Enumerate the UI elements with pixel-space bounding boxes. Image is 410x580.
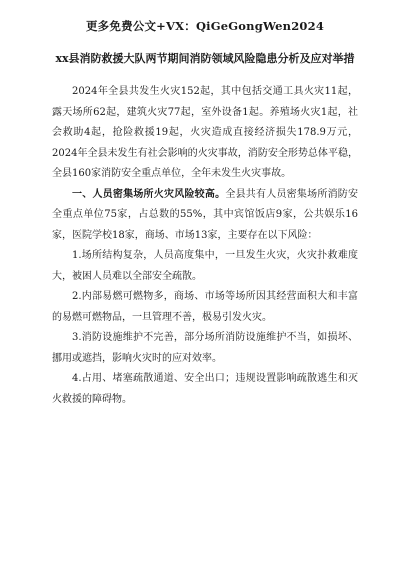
paragraph-risk-4 — [52, 369, 358, 410]
paragraph-section-one — [52, 185, 358, 247]
promo-banner: 更多免费公文+VX：QiGeGongWen2024 — [85, 19, 325, 33]
paragraph-risk-1 — [52, 246, 358, 287]
paragraph-text: 3.消防设施维护不完善，部分场所消防设施维护不当，如损坏、挪用或遮挡，影响火灾时的应对效率。 — [52, 332, 358, 364]
paragraph-text: 2.内部易燃可燃物多，商场、市场等场所因其经营面积大和丰富的易燃可燃物品，一旦管理不善，极易引发火灾。 — [52, 291, 358, 323]
paragraph-text: 2024年全县共发生火灾152起，其中包括交通工具火灾11起，露天场所62起，建筑火灾77起，室外设备1起。养殖场火灾1起，社会救助4起，抢险救援19起，火灾造成直接经济损失178.9万元，2024年全县未发生有社会影响的火灾事故，消防安全形势总体平稳，全县160家消防安全重点单位，全年未发生火灾事故。 — [52, 86, 358, 179]
paragraph-risk-2 — [52, 287, 358, 328]
paragraph-text: 1.场所结构复杂，人员高度集中，一旦发生火灾，火灾扑救难度大，被困人员难以全部安全疏散。 — [52, 250, 358, 282]
paragraph-summary — [52, 82, 358, 185]
section-heading: 一、人员密集场所火灾风险较高。 — [72, 188, 226, 200]
paragraph-text: 全县共有人员密集场所消防安全重点单位75家，占总数的55%，其中宾馆饭店9家，公共娱乐16家，医院学校18家，商场、市场13家，主要存在以下风险： — [52, 188, 359, 241]
paragraph-risk-3 — [52, 328, 358, 369]
document-title: xx县消防救援大队两节期间消防领域风险隐患分析及应对举措 — [55, 52, 355, 65]
paragraph-text: 4.占用、堵塞疏散通道、安全出口；违规设置影响疏散逃生和灭火救援的障碍物。 — [52, 373, 358, 405]
